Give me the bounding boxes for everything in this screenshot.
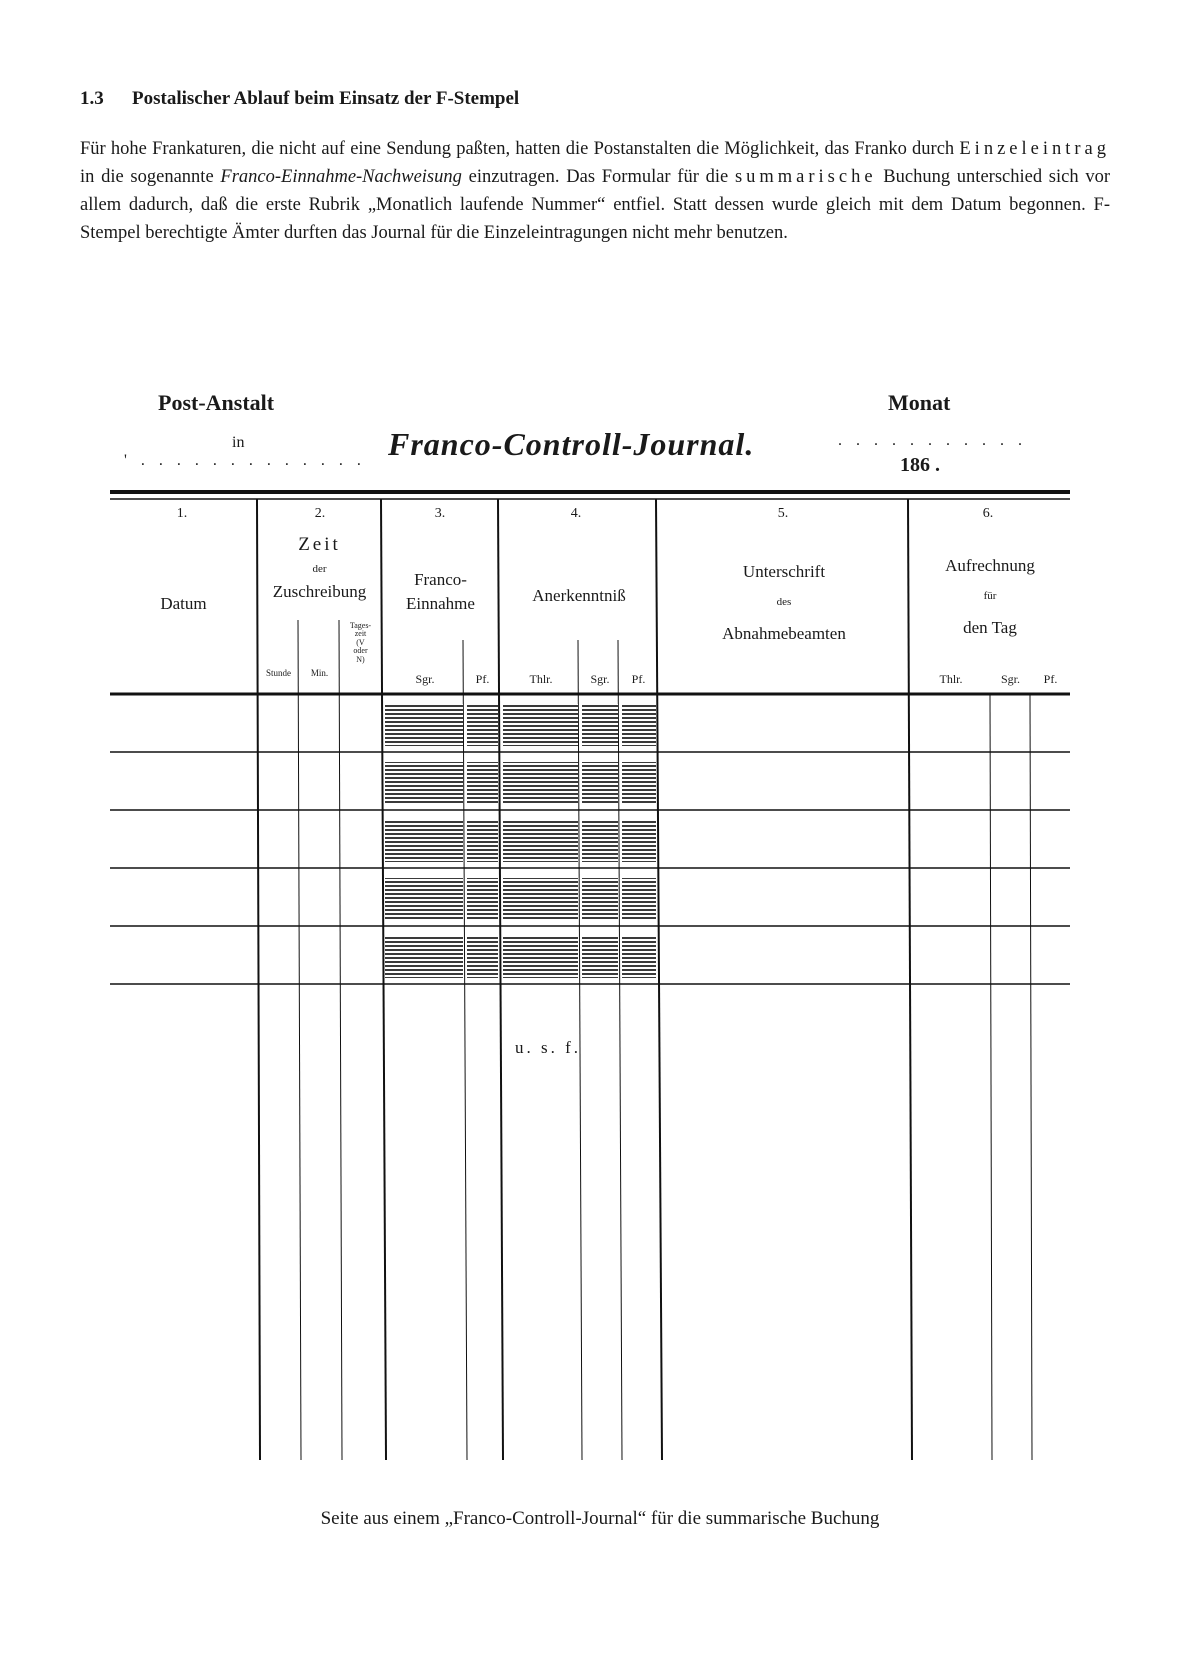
- column-header-zuschreibung: Zuschreibung: [272, 582, 367, 601]
- monat-label: Monat: [888, 390, 951, 415]
- column-number: 5.: [777, 506, 789, 521]
- subheader-sgr: Sgr.: [590, 672, 610, 686]
- subheader-stunde: Stunde: [265, 668, 291, 678]
- location-dotted-line: ' . . . . . . . . . . . . .: [124, 452, 366, 469]
- section-number: 1.3: [80, 88, 104, 109]
- month-dotted-line: . . . . . . . . . . .: [838, 432, 1027, 449]
- section-title: Postalischer Ablauf beim Einsatz der F-Stempel: [132, 88, 520, 109]
- form-title: Franco-Controll-Journal.: [388, 426, 755, 462]
- paragraph-italic-term: Franco-Einnahme-Nachweisung: [220, 167, 462, 187]
- column-header-den-tag: den Tag: [963, 618, 1017, 637]
- paragraph-text: Für hohe Frankaturen, die nicht auf eine Sendung paßten, hatten die Postanstalten die Möglichkeit, das Franko durch: [80, 139, 960, 159]
- column-header-des: des: [776, 596, 792, 608]
- column-header-fuer: für: [983, 590, 997, 602]
- column-number: 6.: [982, 506, 994, 521]
- column-number: 3.: [434, 506, 446, 521]
- post-anstalt-label: Post-Anstalt: [158, 390, 275, 415]
- continuation-note: u. s. f.: [515, 1038, 582, 1057]
- column-number: 4.: [570, 506, 582, 521]
- column-header-abnahmebeamten: Abnahmebeamten: [722, 624, 846, 643]
- column-header-unterschrift: Unterschrift: [742, 562, 826, 581]
- column-number: 1.: [176, 506, 188, 521]
- paragraph-text: Buchung unterschied sich vor allem dadurch, daß die erste Rubrik „Monatlich laufende Nummer“ entfiel. Statt dessen wurde gleich mit dem Datum begonnen. F-Stempel berechtigte Ämter durften das Journal für die Einzeleintragungen nicht mehr benutzen.: [80, 167, 1110, 243]
- column-header-einnahme: Einnahme: [406, 594, 475, 613]
- in-label: in: [232, 434, 245, 451]
- column-header-franco: Franco-: [414, 570, 467, 589]
- figure-caption: Seite aus einem „Franco-Controll-Journal“ für die summarische Buchung: [320, 1508, 880, 1529]
- paragraph-spaced-term: summarische: [734, 167, 877, 187]
- subheader-min: Min.: [310, 668, 329, 678]
- paragraph-spaced-term: Einzeleintrag: [959, 139, 1110, 159]
- column-header-anerkenntniss: Anerkenntniß: [532, 586, 626, 605]
- year-label: 186 .: [900, 454, 940, 476]
- column-header-zeit: Zeit: [298, 534, 341, 555]
- subheader-thlr: Thlr.: [939, 672, 963, 686]
- subheader-sgr: Sgr.: [415, 672, 435, 686]
- column-header-der: der: [312, 563, 327, 575]
- subheader-pf: Pf.: [1043, 672, 1058, 686]
- subheader-tageszeit: Tages- zeit (V oder N): [349, 621, 372, 664]
- subheader-pf: Pf.: [631, 672, 646, 686]
- paragraph-text: einzutragen. Das Formular für die: [461, 167, 735, 187]
- column-number: 2.: [314, 506, 326, 521]
- subheader-pf: Pf.: [475, 672, 490, 686]
- column-header-datum: Datum: [160, 594, 207, 613]
- subheader-thlr: Thlr.: [529, 672, 553, 686]
- column-header-aufrechnung: Aufrechnung: [945, 556, 1035, 575]
- subheader-sgr: Sgr.: [1000, 672, 1020, 686]
- paragraph-text: in die sogenannte: [80, 167, 221, 187]
